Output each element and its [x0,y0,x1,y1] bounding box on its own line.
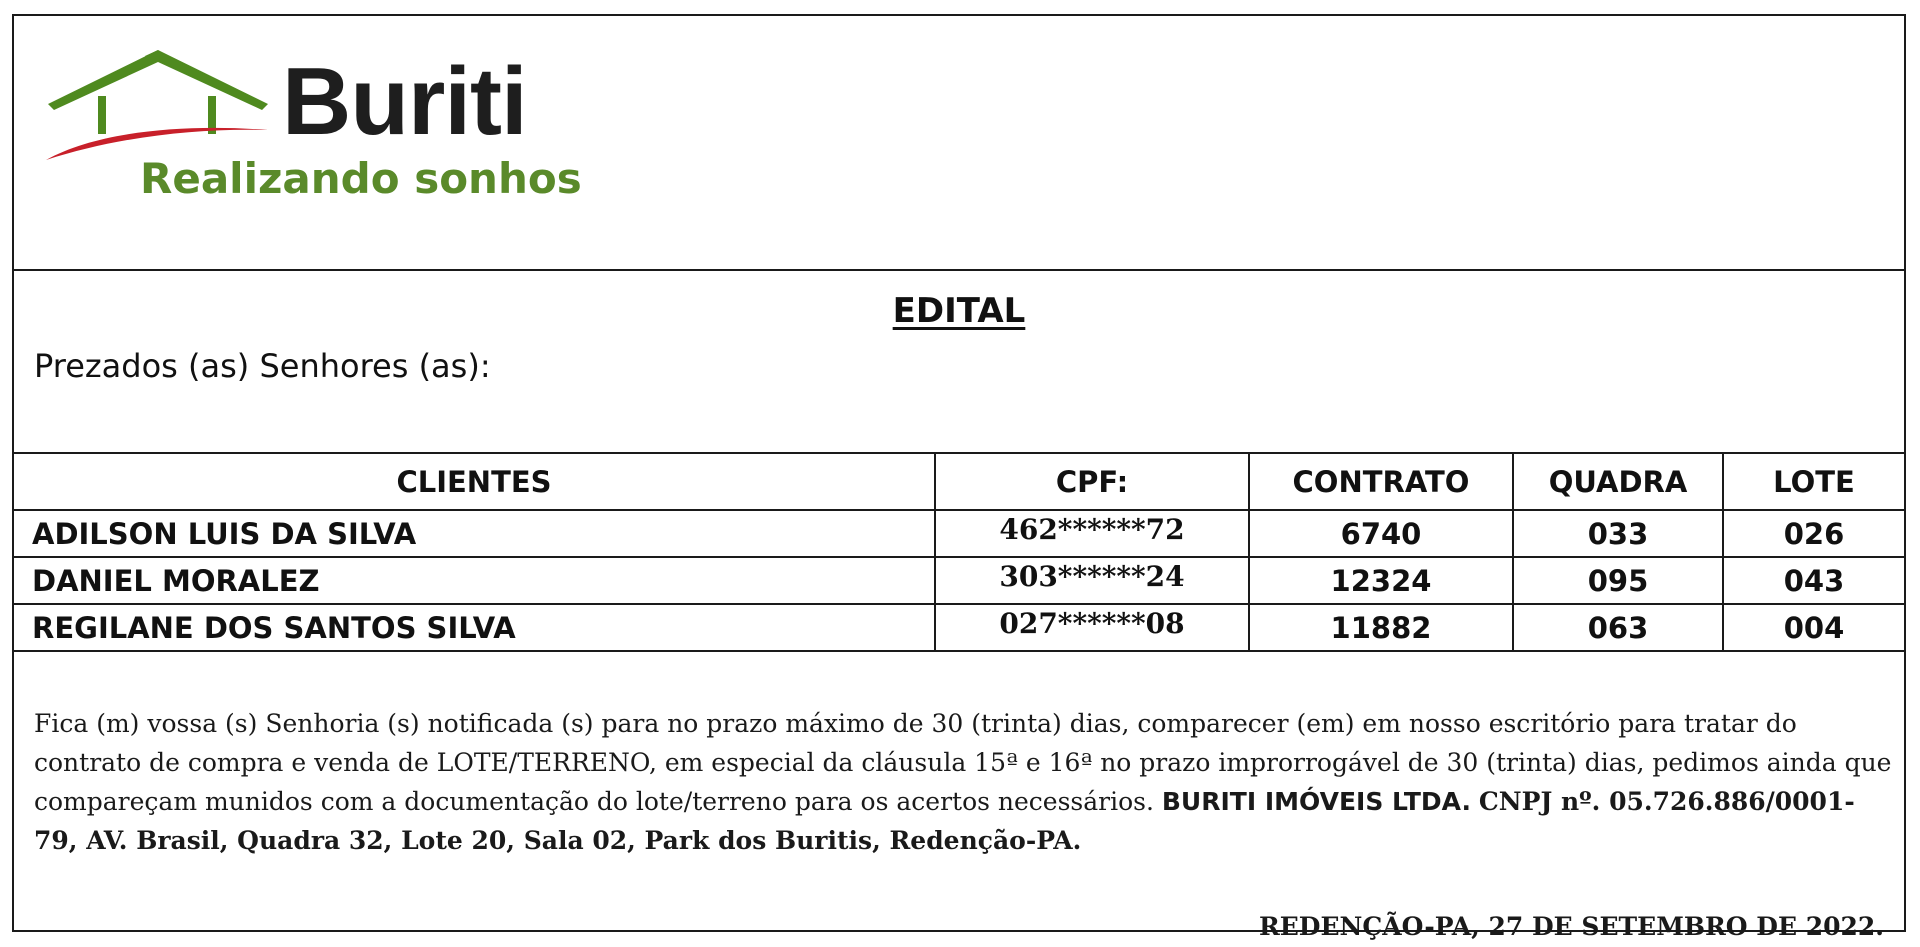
clients-table [14,454,1904,652]
title-section [14,271,1904,454]
header-quadra: QUADRA [1513,454,1723,510]
cell-cliente: ADILSON LUIS DA SILVA [14,510,935,557]
cell-cpf: 303******24 [935,557,1249,604]
greeting: Prezados (as) Senhores (as): [34,347,491,385]
notice-paragraph [34,704,1894,860]
document-title: EDITAL [892,291,1026,331]
table-row [14,510,1904,557]
table-row [14,557,1904,604]
cell-lote: 004 [1723,604,1904,651]
company-address: CNPJ nº. 05.726.886/0001-79, AV. Brasil, Quadra 32, Lote 20, Sala 02, Park dos Buritis, Redenção-PA. [34,787,1855,855]
document-title-wrap [14,291,1904,331]
cell-cpf: 462******72 [935,510,1249,557]
notice-body: Fica (m) vossa (s) Senhoria (s) notificada (s) para no prazo máximo de 30 (trinta) dias, comparecer (em) em nosso escritório para tratar do contrato de compra e venda de LOTE/TERRENO, em especial da cláusula 15ª e 16ª no prazo improrrogável de 30 (trinta) dias, pedimos ainda que compareçam munidos com a documentação do lote/terreno para os acertos necessários. [34,709,1892,816]
company-name: BURITI IMÓVEIS LTDA. [1161,787,1471,816]
cell-contrato: 11882 [1249,604,1513,651]
brand-name: Buriti [282,48,527,155]
cell-quadra: 063 [1513,604,1723,651]
document-frame [12,14,1906,941]
header-lote: LOTE [1723,454,1904,510]
cell-lote: 043 [1723,557,1904,604]
cell-contrato: 12324 [1249,557,1513,604]
company-logo [40,32,620,212]
cell-contrato: 6740 [1249,510,1513,557]
cell-quadra: 095 [1513,557,1723,604]
cell-cliente: REGILANE DOS SANTOS SILVA [14,604,935,651]
house-roof-icon [40,32,280,172]
cell-cliente: DANIEL MORALEZ [14,557,935,604]
cell-lote: 026 [1723,510,1904,557]
header-clientes: CLIENTES [14,454,935,510]
table-header-row [14,454,1904,510]
cell-quadra: 033 [1513,510,1723,557]
document-header [14,16,1904,271]
table-row [14,604,1904,651]
dateline: REDENÇÃO-PA, 27 DE SETEMBRO DE 2022. [1258,912,1884,941]
cell-cpf: 027******08 [935,604,1249,651]
brand-slogan: Realizando sonhos [140,154,582,203]
header-cpf: CPF: [935,454,1249,510]
header-contrato: CONTRATO [1249,454,1513,510]
